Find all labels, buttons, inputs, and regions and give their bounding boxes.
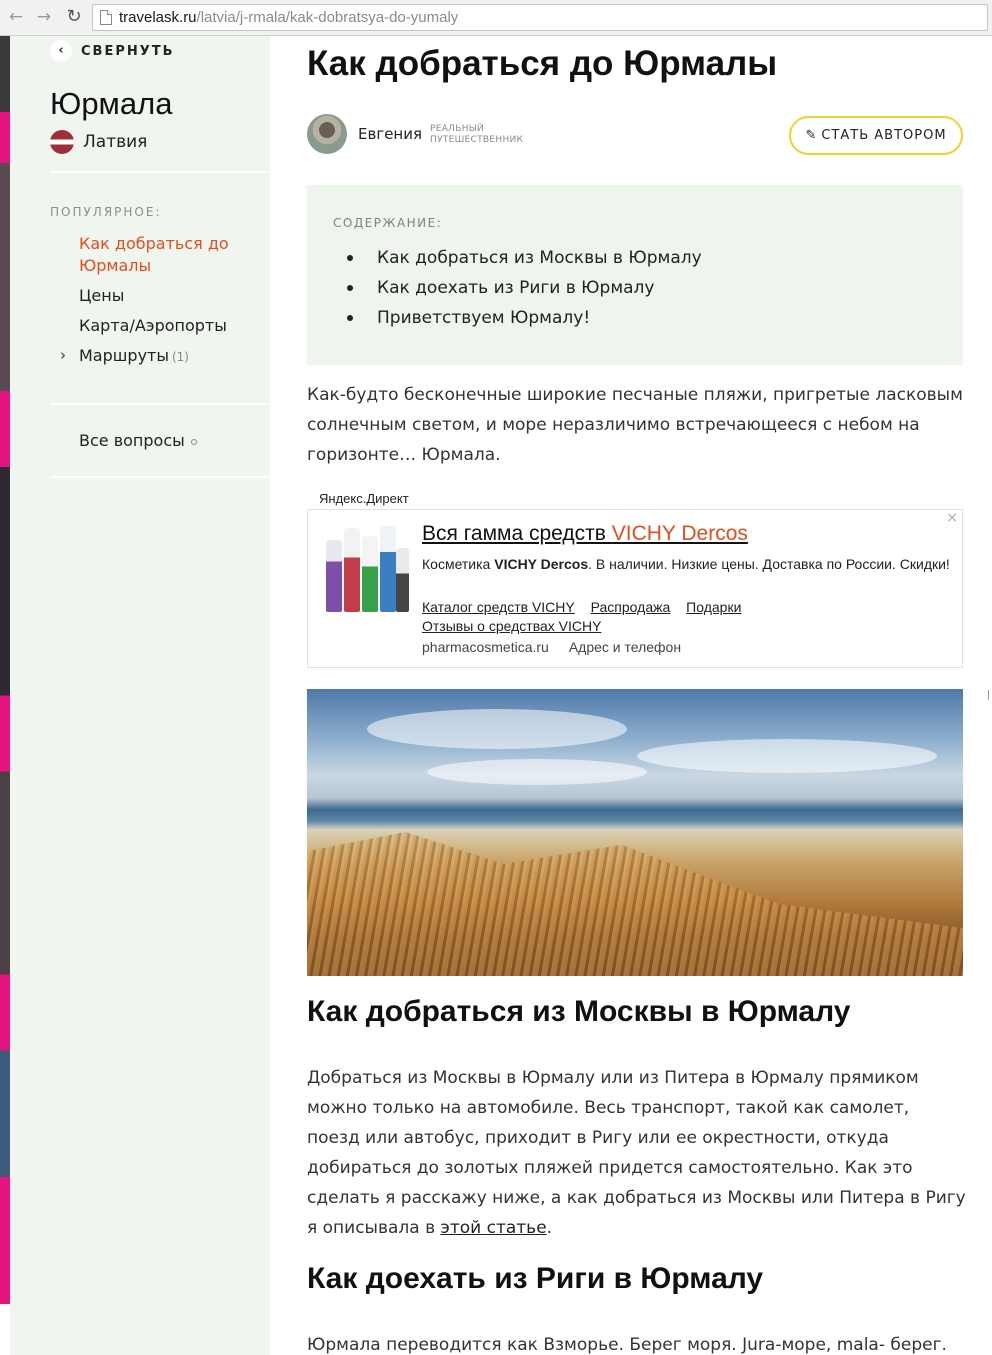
bottle-image bbox=[380, 526, 396, 612]
ad-text-b: . В наличии. Низкие цены. Доставка по России. Скидки! bbox=[588, 556, 950, 572]
sidebar-item-map-airports[interactable]: Карта/Аэропорты bbox=[79, 316, 227, 335]
country-link[interactable] bbox=[50, 130, 147, 154]
author-badge: РЕАЛЬНЫЙ ПУТЕШЕСТВЕННИК bbox=[430, 124, 524, 145]
toc-label: СОДЕРЖАНИЕ: bbox=[333, 216, 443, 230]
ad-link-reviews[interactable]: Отзывы о средствах VICHY bbox=[422, 618, 602, 634]
bottle-image bbox=[396, 548, 409, 612]
circle-icon bbox=[191, 439, 197, 445]
section-heading-riga: Как доехать из Риги в Юрмалу bbox=[307, 1262, 764, 1295]
ad-product-image[interactable] bbox=[324, 522, 410, 612]
close-icon[interactable]: × bbox=[946, 510, 958, 526]
section-paragraph-moscow bbox=[307, 1063, 967, 1243]
sidebar-divider bbox=[50, 476, 270, 478]
ad-address-link[interactable]: Адрес и телефон bbox=[568, 639, 682, 655]
section-text: Добраться из Москвы в Юрмалу или из Питера в Юрмалу прямиком можно только на автомобиле. Весь транспорт, такой как самолет, поезд или автобус, приходит в Ригу или ее окрестности, откуда добираться до золотых пляжей придется самостоятельно. Как это сделать я расскажу ниже, а как добраться из Москвы или Питера в Ригу я описывала в bbox=[307, 1068, 966, 1238]
beach-photo bbox=[307, 689, 963, 976]
ad-label[interactable]: Яндекс.Директ bbox=[319, 491, 409, 506]
bottle-image bbox=[344, 528, 360, 612]
author-name[interactable]: Евгения bbox=[358, 125, 423, 143]
ad-title-prefix: Вся гамма средств bbox=[422, 522, 612, 545]
sidebar-divider bbox=[50, 171, 270, 173]
sidebar-item-how-to-get[interactable]: Как добраться до Юрмалы bbox=[79, 234, 229, 275]
table-of-contents bbox=[307, 185, 963, 365]
scrollbar[interactable] bbox=[988, 690, 992, 700]
ad-footer bbox=[422, 639, 701, 655]
toc-item[interactable] bbox=[333, 303, 702, 333]
ad-title-link[interactable] bbox=[422, 522, 748, 546]
bottle-image bbox=[326, 540, 342, 612]
all-questions-label: Все вопросы bbox=[79, 431, 185, 450]
address-bar[interactable] bbox=[92, 4, 988, 31]
toc-item-label: Как доехать из Риги в Юрмалу bbox=[377, 278, 655, 298]
section-heading-moscow: Как добраться из Москвы в Юрмалу bbox=[307, 995, 851, 1028]
toc-item[interactable] bbox=[333, 273, 702, 303]
ad-text-a: Косметика bbox=[422, 556, 495, 572]
bullet-icon bbox=[347, 285, 353, 291]
ad-title-brand: VICHY Dercos bbox=[611, 522, 748, 545]
toc-item-label: Как добраться из Москвы в Юрмалу bbox=[377, 248, 702, 268]
chevron-left-icon: ‹ bbox=[50, 40, 72, 62]
popular-label: ПОПУЛЯРНОЕ: bbox=[50, 205, 162, 219]
ad-links bbox=[422, 598, 942, 636]
routes-label: Маршруты bbox=[79, 346, 169, 365]
url-text[interactable]: travelask.ru/latvia/j-rmala/kak-dobratsya-do-yumaly bbox=[119, 9, 459, 26]
become-author-label: СТАТЬ АВТОРОМ bbox=[821, 128, 947, 143]
pencil-icon: ✎ bbox=[805, 128, 818, 143]
forward-arrow-icon[interactable]: → bbox=[36, 7, 52, 27]
ad-link-sale[interactable]: Распродажа bbox=[590, 599, 671, 615]
toc-item[interactable] bbox=[333, 243, 702, 273]
article-link[interactable]: этой статье bbox=[440, 1218, 547, 1238]
section-text-end: . bbox=[546, 1218, 553, 1238]
ad-text bbox=[422, 555, 952, 574]
reload-icon[interactable]: ↻ bbox=[66, 6, 82, 27]
background-edge-strip bbox=[0, 36, 10, 1304]
dune-grass bbox=[307, 816, 963, 976]
page-title: Как добраться до Юрмалы bbox=[307, 44, 778, 83]
flag-latvia-icon bbox=[50, 130, 74, 154]
city-title[interactable]: Юрмала bbox=[50, 86, 173, 121]
toc-list bbox=[333, 243, 702, 333]
bottle-image bbox=[362, 536, 378, 612]
sidebar-item-prices[interactable]: Цены bbox=[79, 286, 125, 305]
browser-toolbar bbox=[0, 0, 992, 36]
cloud-shape bbox=[427, 759, 647, 785]
avatar[interactable] bbox=[307, 114, 347, 154]
bullet-icon bbox=[347, 255, 353, 261]
back-arrow-icon[interactable]: ← bbox=[8, 7, 24, 27]
become-author-button[interactable] bbox=[789, 116, 963, 155]
bullet-icon bbox=[347, 315, 353, 321]
ad-block[interactable] bbox=[307, 509, 963, 668]
sidebar bbox=[10, 36, 270, 1355]
sidebar-item-routes[interactable] bbox=[79, 345, 189, 368]
toc-item-label: Приветствуем Юрмалу! bbox=[377, 308, 591, 328]
cloud-shape bbox=[367, 709, 627, 749]
page-icon bbox=[100, 10, 112, 25]
sidebar-divider bbox=[50, 403, 270, 405]
lead-paragraph: Как-будто бесконечные широкие песчаные пляжи, пригретые ласковым солнечным светом, и море неразличимо встречающееся с небом на горизонте… Юрмала. bbox=[307, 385, 963, 465]
ad-link-gifts[interactable]: Подарки bbox=[686, 599, 742, 615]
cloud-shape bbox=[637, 739, 937, 773]
ad-link-catalog[interactable]: Каталог средств VICHY bbox=[422, 599, 575, 615]
chevron-right-icon[interactable]: › bbox=[60, 346, 66, 364]
collapse-label: СВЕРНУТЬ bbox=[81, 43, 175, 59]
routes-count: (1) bbox=[171, 350, 189, 364]
section-paragraph-riga: Юрмала переводится как Взморье. Берег моря. Jura-море, mala- берег. bbox=[307, 1335, 947, 1355]
all-questions-link[interactable] bbox=[79, 430, 197, 452]
country-name: Латвия bbox=[83, 132, 148, 152]
ad-text-brand: VICHY Dercos bbox=[494, 556, 589, 572]
ad-domain[interactable]: pharmacosmetica.ru bbox=[422, 639, 549, 655]
collapse-button[interactable] bbox=[50, 40, 175, 62]
